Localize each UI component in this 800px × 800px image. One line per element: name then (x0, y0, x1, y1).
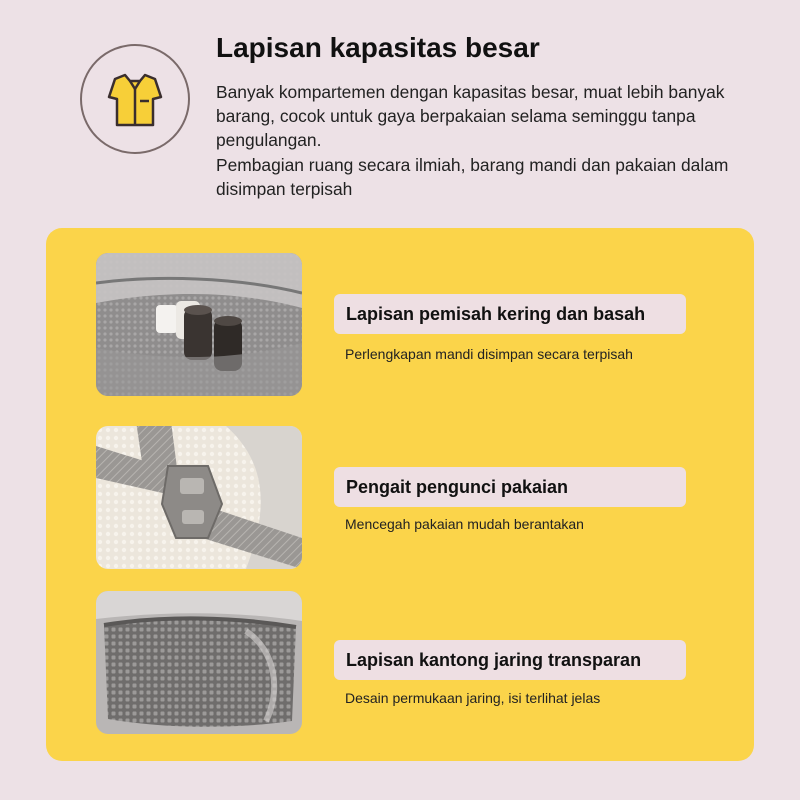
feature-label: Lapisan kantong jaring transparan (334, 640, 686, 680)
feature-description: Desain permukaan jaring, isi terlihat jelas (345, 690, 601, 706)
mesh-pocket-photo (96, 591, 302, 734)
feature-label: Lapisan pemisah kering dan basah (334, 294, 686, 334)
toiletry-bottles-photo (96, 253, 302, 396)
description-paragraph: Pembagian ruang secara ilmiah, barang mandi dan pakaian dalam disimpan terpisah (216, 154, 729, 199)
header-description (216, 80, 761, 201)
page-title: Lapisan kapasitas besar (216, 32, 540, 63)
shirt-icon (103, 67, 167, 131)
buckle-strap-photo (96, 426, 302, 569)
feature-description: Perlengkapan mandi disimpan secara terpisah (345, 346, 633, 362)
description-paragraph: Banyak kompartemen dengan kapasitas besar, muat lebih banyak barang, cocok untuk gaya berpakaian selama seminggu tanpa pengulangan. (216, 82, 725, 151)
shirt-icon-badge (80, 44, 190, 154)
feature-description: Mencegah pakaian mudah berantakan (345, 516, 584, 532)
feature-label: Pengait pengunci pakaian (334, 467, 686, 507)
